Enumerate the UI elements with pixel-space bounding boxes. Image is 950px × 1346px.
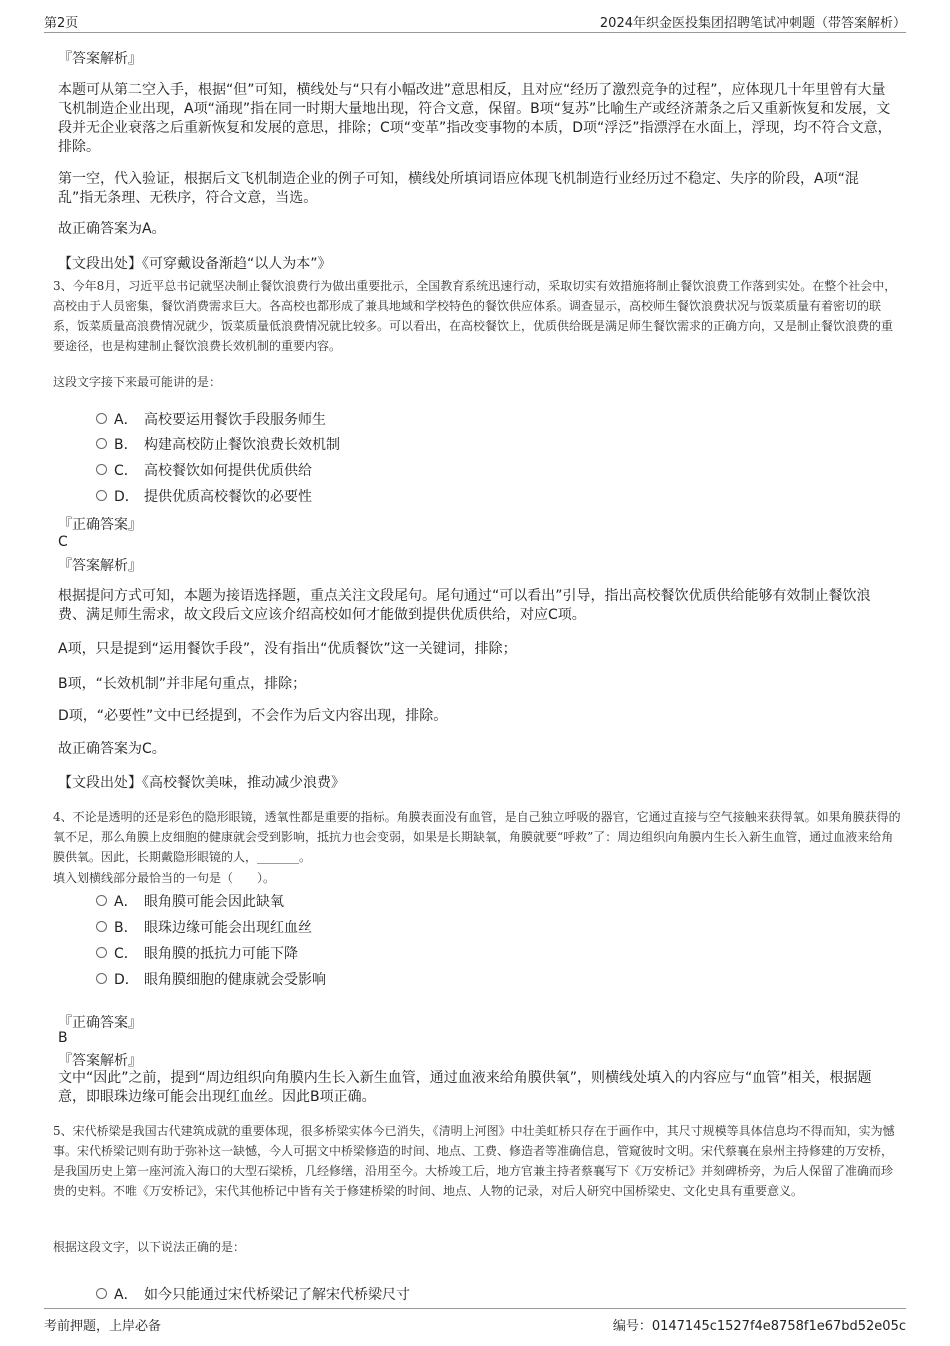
- radio-icon[interactable]: [96, 438, 107, 449]
- q4-passage: 4、不论是透明的还是彩色的隐形眼镜，透氧性都是重要的指标。角膜表面没有血管，是自己独立呼吸的器官，它通过直接与空气接触来获得氧。如果角膜获得的氧不足，那么角膜上皮细胞的健康就会受到影响，抵抗力也会变弱，如果是长期缺氧，角膜就要“呼救”了：周边组织向角膜内生长入新生血管，通过血液来给角膜供氧。因此，长期戴隐形眼镜的人，_______。: [53, 810, 901, 864]
- q5-passage: 5、宋代桥梁是我国古代建筑成就的重要体现，很多桥梁实体今已消失，《清明上河图》中壮美虹桥只存在于画作中，其尺寸规模等具体信息均不得而知，实为憾事。宋代桥梁记则有助于弥补这一缺憾，今人可据文中桥梁修造的时间、地点、工费、修造者等准确信息，管窥彼时文明。宋代蔡襄在泉州主持修建的万安桥，是我国历史上第一座河流入海口的大型石梁桥，几经修缮，沿用至今。大桥竣工后，地方官兼主持者蔡襄写下《万安桥记》并刻碑桥旁，为后人保留了准确而珍贵的史料。不唯《万安桥记》，宋代其他桥记中皆有关于修建桥梁的时间、地点、人物的记录，对后人研究中国桥梁史、文化史具有重要意义。: [53, 1124, 895, 1198]
- q4-correct-answer: B: [58, 1030, 68, 1046]
- q2-analysis-para2: 第一空，代入验证，根据后文飞机制造企业的例子可知，横线处所填词语应体现飞机制造行业经历过不稳定、失序的阶段，A项“混乱”指无条理、无秩序，符合文意，当选。: [58, 171, 859, 206]
- q2-source: 【文段出处】《可穿戴设备渐趋“以人为本”》: [58, 256, 332, 272]
- option-text: 眼角膜细胞的健康就会受影响: [144, 972, 326, 988]
- footer-slogan: 考前押题，上岸必备: [44, 1319, 162, 1334]
- option-text: 高校要运用餐饮手段服务师生: [144, 412, 326, 428]
- option-letter: A．: [114, 1287, 138, 1303]
- radio-icon[interactable]: [96, 921, 107, 932]
- document-id: 编号：0147145c1527f4e8758f1e67bd52e05c: [612, 1319, 906, 1334]
- radio-icon[interactable]: [96, 895, 107, 906]
- q3-correct-answer: C: [58, 534, 68, 550]
- q4-question: 填入划横线部分最恰当的一句是（ ）。: [53, 871, 276, 885]
- q3-passage: 3、今年8月，习近平总书记就坚决制止餐饮浪费行为做出重要批示，全国教育系统迅速行动，采取切实有效措施将制止餐饮浪费工作落到实处。在整个社会中，高校由于人员密集，餐饮消费需求巨大。各高校也都形成了兼具地域和学校特色的餐饮供应体系。调查显示，高校师生餐饮浪费状况与饭菜质量有着密切的联系，饭菜质量高浪费情况就少，饭菜质量低浪费情况就比较多。可以看出，在高校餐饮上，优质供给既是满足师生餐饮需求的正确方向，又是制止餐饮浪费的重要途径，也是构建制止餐饮浪费长效机制的重要内容。: [53, 279, 897, 353]
- q4-analysis-label: 『答案解析』: [58, 1053, 142, 1069]
- option-text: 构建高校防止餐饮浪费长效机制: [144, 437, 340, 453]
- option-text: 眼角膜可能会因此缺氧: [144, 894, 284, 910]
- q3-note-a: A项，只是提到“运用餐饮手段”，没有指出“优质餐饮”这一关键词，排除；: [58, 641, 517, 657]
- radio-icon[interactable]: [96, 413, 107, 424]
- option-letter: B．: [114, 437, 138, 453]
- option-letter: A．: [114, 412, 138, 428]
- document-title: 2024年织金医投集团招聘笔试冲刺题（带答案解析）: [599, 16, 906, 31]
- option-letter: A．: [114, 894, 138, 910]
- q4-correct-label: 『正确答案』: [58, 1015, 142, 1031]
- option-letter: B．: [114, 920, 138, 936]
- option-letter: C．: [114, 946, 138, 962]
- option-text: 眼珠边缘可能会出现红血丝: [144, 920, 312, 936]
- q5-question: 根据这段文字，以下说法正确的是：: [53, 1240, 246, 1254]
- q2-conclusion: 故正确答案为A。: [58, 221, 166, 237]
- option-text: 高校餐饮如何提供优质供给: [144, 463, 312, 479]
- q3-note-b: B项，“长效机制”并非尾句重点，排除；: [58, 676, 307, 692]
- radio-icon[interactable]: [96, 1288, 107, 1299]
- radio-icon[interactable]: [96, 490, 107, 501]
- option-letter: D．: [114, 489, 139, 505]
- q2-analysis-label: 『答案解析』: [58, 51, 142, 67]
- radio-icon[interactable]: [96, 464, 107, 475]
- option-text: 眼角膜的抵抗力可能下降: [144, 946, 298, 962]
- q4-analysis: 文中“因此”之前，提到“周边组织向角膜内生长入新生血管，通过血液来给角膜供氧”，则横线处填入的内容应与“血管”相关，根据题意，即眼珠边缘可能会出现红血丝。因此B项正确。: [58, 1070, 872, 1105]
- q3-note-d: D项，“必要性”文中已经提到，不会作为后文内容出现，排除。: [58, 708, 448, 724]
- page-number: 第2页: [44, 16, 79, 31]
- page-footer: [44, 1308, 906, 1346]
- radio-icon[interactable]: [96, 973, 107, 984]
- page-header: [44, 0, 906, 33]
- q3-correct-label: 『正确答案』: [58, 517, 142, 533]
- q3-conclusion: 故正确答案为C。: [58, 741, 166, 757]
- option-text: 提供优质高校餐饮的必要性: [144, 489, 312, 505]
- option-letter: D．: [114, 972, 139, 988]
- option-text: 如今只能通过宋代桥梁记了解宋代桥梁尺寸: [144, 1287, 410, 1303]
- q3-analysis: 根据提问方式可知，本题为接语选择题，重点关注文段尾句。尾句通过“可以看出”引导，指出高校餐饮优质供给能够有效制止餐饮浪费、满足师生需求，故文段后文应该介绍高校如何才能做到提供优质供给，对应C项。: [58, 588, 871, 623]
- q3-question: 这段文字接下来最可能讲的是：: [53, 375, 222, 389]
- option-letter: C．: [114, 463, 138, 479]
- q3-analysis-label: 『答案解析』: [58, 558, 142, 574]
- q3-source: 【文段出处】《高校餐饮美味，推动减少浪费》: [58, 775, 345, 791]
- q2-analysis-para1: 本题可从第二空入手，根据“但”可知，横线处与“只有小幅改进”意思相反，且对应“经历了激烈竞争的过程”，应体现几十年里曾有大量飞机制造企业出现，A项“涌现”指在同一时期大量地出现，符合文意，保留。B项“复苏”比喻生产或经济萧条之后又重新恢复和发展，文段并无企业衰落之后重新恢复和发展的意思，排除；C项“变革”指改变事物的本质，D项“浮泛”指漂浮在水面上，浮现，均不符合文意，排除。: [58, 82, 892, 155]
- radio-icon[interactable]: [96, 947, 107, 958]
